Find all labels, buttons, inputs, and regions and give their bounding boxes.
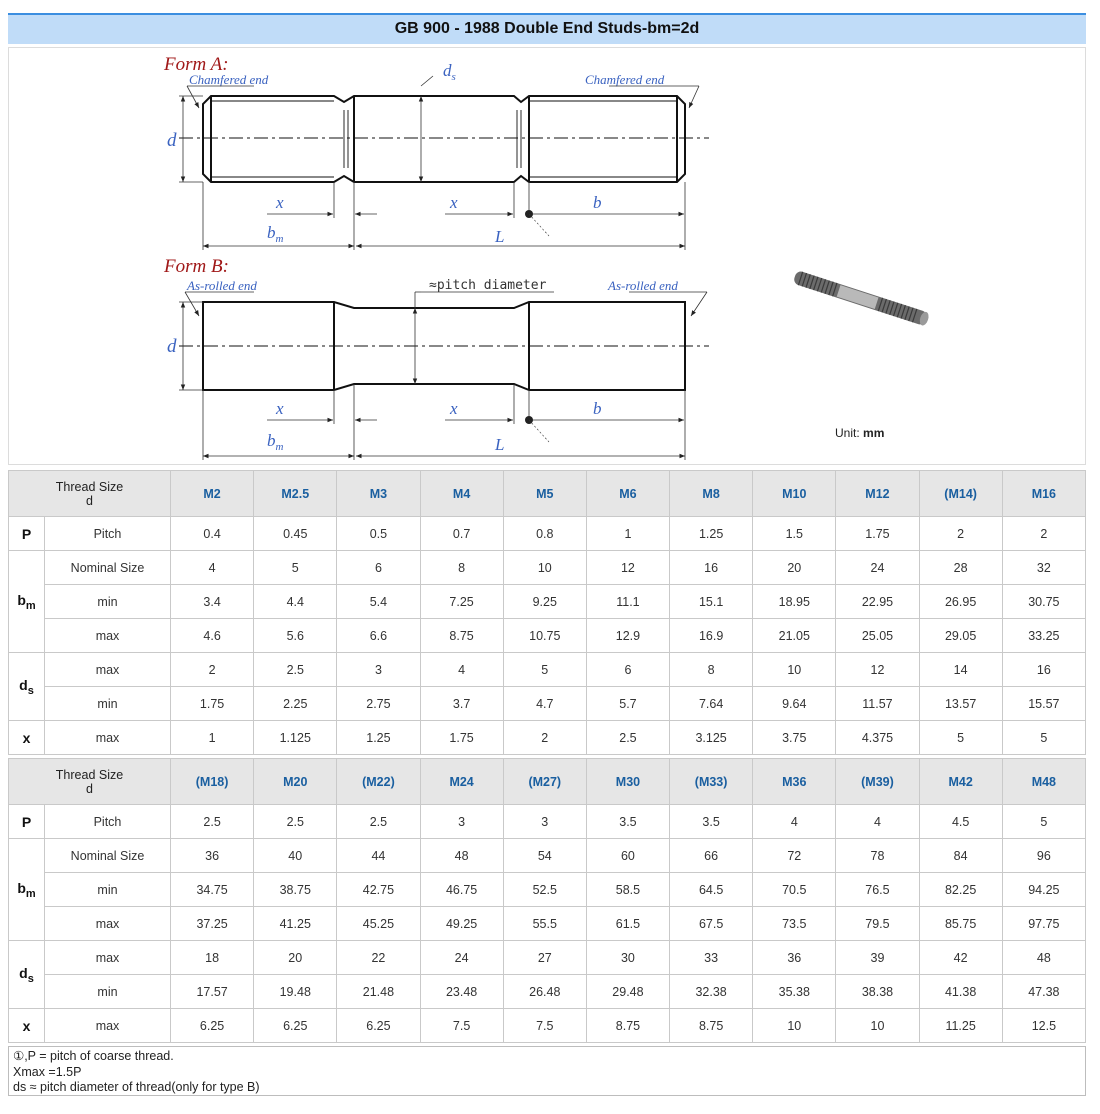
table-cell: 5.7 xyxy=(586,687,669,721)
size-header: M30 xyxy=(586,759,669,805)
ds-min-row xyxy=(9,975,1086,1009)
table-cell: 4.5 xyxy=(919,805,1002,839)
table-cell: 84 xyxy=(919,839,1002,873)
table-cell: 46.75 xyxy=(420,873,503,907)
table-cell: 6.25 xyxy=(337,1009,420,1043)
p-symbol: P xyxy=(9,517,45,551)
d-dimension-label: d xyxy=(167,130,177,151)
table-cell: 5 xyxy=(919,721,1002,755)
table-cell: 54 xyxy=(503,839,586,873)
table-cell: 1.25 xyxy=(337,721,420,755)
b-label-a: b xyxy=(593,193,602,212)
table-cell: 8 xyxy=(420,551,503,585)
bm-label-a: $b_m$ xyxy=(267,223,284,245)
as-rolled-end-left-label: As-rolled end xyxy=(187,278,257,293)
pitch-row xyxy=(9,805,1086,839)
max-label: max xyxy=(45,619,171,653)
footnote-line: ①,P = pitch of coarse thread. xyxy=(13,1049,174,1063)
l-label-a: L xyxy=(495,227,505,246)
table-cell: 32 xyxy=(1002,551,1085,585)
footnotes xyxy=(8,1046,1086,1096)
table-cell: 0.7 xyxy=(420,517,503,551)
table-cell: 11.57 xyxy=(836,687,919,721)
table-cell: 85.75 xyxy=(919,907,1002,941)
table-cell: 18.95 xyxy=(753,585,836,619)
bm-min-row xyxy=(9,873,1086,907)
table-cell: 2.5 xyxy=(586,721,669,755)
nominal-size-label: Nominal Size xyxy=(45,839,171,873)
max-label: max xyxy=(45,907,171,941)
table-cell: 8.75 xyxy=(670,1009,753,1043)
size-header: M20 xyxy=(254,759,337,805)
table-cell: 52.5 xyxy=(503,873,586,907)
bm-nominal-row xyxy=(9,839,1086,873)
table-cell: 42.75 xyxy=(337,873,420,907)
stud-product-image xyxy=(793,270,930,327)
form-a-stud-outline xyxy=(203,96,689,183)
table-cell: 21.48 xyxy=(337,975,420,1009)
ds-symbol: $d_s$ xyxy=(9,941,45,1009)
table-cell: 78 xyxy=(836,839,919,873)
table-cell: 39 xyxy=(836,941,919,975)
spec-table-1 xyxy=(8,470,1086,755)
bm-symbol: $b_m$ xyxy=(9,839,45,941)
bm-label-b: $b_m$ xyxy=(267,431,284,453)
table-cell: 5 xyxy=(254,551,337,585)
table-cell: 16 xyxy=(1002,653,1085,687)
table-cell: 12.9 xyxy=(586,619,669,653)
table-cell: 58.5 xyxy=(586,873,669,907)
table-cell: 15.57 xyxy=(1002,687,1085,721)
table-cell: 2.5 xyxy=(171,805,254,839)
table-cell: 40 xyxy=(254,839,337,873)
table-cell: 29.05 xyxy=(919,619,1002,653)
spec-table-2 xyxy=(8,758,1086,1043)
table-cell: 6 xyxy=(337,551,420,585)
table-cell: 33.25 xyxy=(1002,619,1085,653)
table-cell: 2 xyxy=(1002,517,1085,551)
table-cell: 3.5 xyxy=(586,805,669,839)
bm-max-row xyxy=(9,907,1086,941)
table-cell: 70.5 xyxy=(753,873,836,907)
table-cell: 94.25 xyxy=(1002,873,1085,907)
table-cell: 2.5 xyxy=(337,805,420,839)
table-cell: 76.5 xyxy=(836,873,919,907)
table-cell: 36 xyxy=(753,941,836,975)
nominal-size-label: Nominal Size xyxy=(45,551,171,585)
table-cell: 3.5 xyxy=(670,805,753,839)
drawing-panel xyxy=(8,47,1086,465)
table-cell: 20 xyxy=(753,551,836,585)
table-cell: 67.5 xyxy=(670,907,753,941)
max-label: max xyxy=(45,941,171,975)
size-header: M42 xyxy=(919,759,1002,805)
table-cell: 7.25 xyxy=(420,585,503,619)
table-cell: 1.25 xyxy=(670,517,753,551)
x-symbol: x xyxy=(9,1009,45,1043)
as-rolled-end-right-label: As-rolled end xyxy=(608,278,678,293)
table-cell: 6.25 xyxy=(171,1009,254,1043)
table-cell: 3.125 xyxy=(670,721,753,755)
table-cell: 82.25 xyxy=(919,873,1002,907)
table-cell: 4.6 xyxy=(171,619,254,653)
table-cell: 21.05 xyxy=(753,619,836,653)
table-cell: 5 xyxy=(503,653,586,687)
ds-symbol: $d_s$ xyxy=(9,653,45,721)
table-cell: 1 xyxy=(586,517,669,551)
table-cell: 6.25 xyxy=(254,1009,337,1043)
pitch-diameter-label: ≈pitch diameter xyxy=(429,278,547,293)
min-label: min xyxy=(45,585,171,619)
table-cell: 7.5 xyxy=(503,1009,586,1043)
table-cell: 16 xyxy=(670,551,753,585)
table-cell: 18 xyxy=(171,941,254,975)
size-header: M16 xyxy=(1002,471,1085,517)
table-cell: 2.5 xyxy=(254,805,337,839)
table-cell: 33 xyxy=(670,941,753,975)
page-title: GB 900 - 1988 Double End Studs-bm=2d xyxy=(8,13,1086,44)
size-header: (M39) xyxy=(836,759,919,805)
l-label-b: L xyxy=(495,435,505,454)
size-header: M5 xyxy=(503,471,586,517)
table-cell: 19.48 xyxy=(254,975,337,1009)
table-cell: 4 xyxy=(836,805,919,839)
table-cell: 22.95 xyxy=(836,585,919,619)
table-cell: 5.6 xyxy=(254,619,337,653)
d-dimension-label-b: d xyxy=(167,336,177,357)
table-cell: 3.4 xyxy=(171,585,254,619)
table-cell: 1.75 xyxy=(836,517,919,551)
table-cell: 10 xyxy=(836,1009,919,1043)
x-label-b-left: x xyxy=(276,399,284,418)
table-cell: 64.5 xyxy=(670,873,753,907)
size-header: M10 xyxy=(753,471,836,517)
size-header: M24 xyxy=(420,759,503,805)
footnote-line: Xmax =1.5P xyxy=(13,1064,82,1079)
size-header: M4 xyxy=(420,471,503,517)
table-cell: 47.38 xyxy=(1002,975,1085,1009)
table-cell: 20 xyxy=(254,941,337,975)
max-label: max xyxy=(45,1009,171,1043)
table-cell: 8.75 xyxy=(586,1009,669,1043)
ds-max-row xyxy=(9,653,1086,687)
table-cell: 2.25 xyxy=(254,687,337,721)
table-cell: 48 xyxy=(1002,941,1085,975)
table-cell: 73.5 xyxy=(753,907,836,941)
table-cell: 2.5 xyxy=(254,653,337,687)
table-cell: 79.5 xyxy=(836,907,919,941)
table-cell: 48 xyxy=(420,839,503,873)
table-cell: 26.95 xyxy=(919,585,1002,619)
table-cell: 5 xyxy=(1002,721,1085,755)
table-cell: 1.75 xyxy=(171,687,254,721)
size-header: M3 xyxy=(337,471,420,517)
table-cell: 0.4 xyxy=(171,517,254,551)
size-header: M36 xyxy=(753,759,836,805)
footnote-line: ds ≈ pitch diameter of thread(only for type B) xyxy=(13,1080,260,1094)
thread-size-header: Thread Size d xyxy=(9,471,171,517)
form-b-label: Form B: xyxy=(164,256,229,277)
table-cell: 6.6 xyxy=(337,619,420,653)
thread-size-header: Thread Size d xyxy=(9,759,171,805)
table-cell: 6 xyxy=(586,653,669,687)
table-cell: 29.48 xyxy=(586,975,669,1009)
table-cell: 3 xyxy=(503,805,586,839)
table-cell: 9.64 xyxy=(753,687,836,721)
min-label: min xyxy=(45,687,171,721)
bm-min-row xyxy=(9,585,1086,619)
chamfered-end-left-label: Chamfered end xyxy=(189,72,269,87)
table-cell: 8 xyxy=(670,653,753,687)
x-label-a-mid: x xyxy=(450,193,458,212)
table-cell: 12.5 xyxy=(1002,1009,1085,1043)
table-cell: 32.38 xyxy=(670,975,753,1009)
table-cell: 4 xyxy=(420,653,503,687)
table-cell: 5 xyxy=(1002,805,1085,839)
table-cell: 1.5 xyxy=(753,517,836,551)
bm-symbol: $b_m$ xyxy=(9,551,45,653)
table-cell: 3.75 xyxy=(753,721,836,755)
table-cell: 8.75 xyxy=(420,619,503,653)
unit-label: Unit: mm xyxy=(835,426,885,440)
max-label: max xyxy=(45,721,171,755)
table-cell: 1 xyxy=(171,721,254,755)
size-header: (M14) xyxy=(919,471,1002,517)
table-cell: 24 xyxy=(420,941,503,975)
table-cell: 3.7 xyxy=(420,687,503,721)
table-cell: 41.25 xyxy=(254,907,337,941)
pitch-label: Pitch xyxy=(45,517,171,551)
min-label: min xyxy=(45,873,171,907)
pitch-row xyxy=(9,517,1086,551)
table-cell: 4 xyxy=(171,551,254,585)
thread-size-row xyxy=(9,471,1086,517)
x-max-row xyxy=(9,721,1086,755)
b-label-b: b xyxy=(593,399,602,418)
table-cell: 97.75 xyxy=(1002,907,1085,941)
table-cell: 3 xyxy=(420,805,503,839)
table-cell: 28 xyxy=(919,551,1002,585)
table-cell: 96 xyxy=(1002,839,1085,873)
table-cell: 2 xyxy=(919,517,1002,551)
bm-nominal-row xyxy=(9,551,1086,585)
table-cell: 2 xyxy=(503,721,586,755)
stud-drawing xyxy=(9,48,1085,464)
table-cell: 2 xyxy=(171,653,254,687)
size-header: M8 xyxy=(670,471,753,517)
table-cell: 34.75 xyxy=(171,873,254,907)
table-cell: 3 xyxy=(337,653,420,687)
table-cell: 0.5 xyxy=(337,517,420,551)
table-cell: 11.25 xyxy=(919,1009,1002,1043)
table-cell: 49.25 xyxy=(420,907,503,941)
size-header: (M22) xyxy=(337,759,420,805)
table-cell: 9.25 xyxy=(503,585,586,619)
table-cell: 0.8 xyxy=(503,517,586,551)
table-cell: 2.75 xyxy=(337,687,420,721)
table-cell: 45.25 xyxy=(337,907,420,941)
table-cell: 37.25 xyxy=(171,907,254,941)
table-cell: 36 xyxy=(171,839,254,873)
table-cell: 22 xyxy=(337,941,420,975)
table-cell: 30 xyxy=(586,941,669,975)
table-cell: 11.1 xyxy=(586,585,669,619)
x-symbol: x xyxy=(9,721,45,755)
table-cell: 55.5 xyxy=(503,907,586,941)
pitch-label: Pitch xyxy=(45,805,171,839)
size-header: (M33) xyxy=(670,759,753,805)
table-cell: 4.4 xyxy=(254,585,337,619)
table-cell: 72 xyxy=(753,839,836,873)
table-cell: 27 xyxy=(503,941,586,975)
form-a-label: Form A: xyxy=(164,54,229,75)
table-cell: 7.64 xyxy=(670,687,753,721)
thread-size-row xyxy=(9,759,1086,805)
size-header: (M18) xyxy=(171,759,254,805)
table-cell: 0.45 xyxy=(254,517,337,551)
table-cell: 38.38 xyxy=(836,975,919,1009)
min-label: min xyxy=(45,975,171,1009)
table-cell: 14 xyxy=(919,653,1002,687)
table-cell: 10 xyxy=(503,551,586,585)
p-symbol: P xyxy=(9,805,45,839)
x-label-a-left: x xyxy=(276,193,284,212)
bm-max-row xyxy=(9,619,1086,653)
size-header: (M27) xyxy=(503,759,586,805)
table-cell: 10 xyxy=(753,653,836,687)
table-cell: 4 xyxy=(753,805,836,839)
table-cell: 13.57 xyxy=(919,687,1002,721)
table-cell: 15.1 xyxy=(670,585,753,619)
table-cell: 16.9 xyxy=(670,619,753,653)
table-cell: 35.38 xyxy=(753,975,836,1009)
table-cell: 44 xyxy=(337,839,420,873)
table-cell: 10 xyxy=(753,1009,836,1043)
table-cell: 17.57 xyxy=(171,975,254,1009)
table-cell: 26.48 xyxy=(503,975,586,1009)
table-cell: 30.75 xyxy=(1002,585,1085,619)
table-cell: 25.05 xyxy=(836,619,919,653)
size-header: M2 xyxy=(171,471,254,517)
max-label: max xyxy=(45,653,171,687)
table-cell: 61.5 xyxy=(586,907,669,941)
table-cell: 1.125 xyxy=(254,721,337,755)
ds-max-row xyxy=(9,941,1086,975)
ds-min-row xyxy=(9,687,1086,721)
table-cell: 5.4 xyxy=(337,585,420,619)
table-cell: 42 xyxy=(919,941,1002,975)
size-header: M48 xyxy=(1002,759,1085,805)
x-label-b-mid: x xyxy=(450,399,458,418)
table-cell: 1.75 xyxy=(420,721,503,755)
ds-dimension-label: $d_s$ xyxy=(443,61,456,83)
table-cell: 24 xyxy=(836,551,919,585)
table-cell: 4.375 xyxy=(836,721,919,755)
size-header: M2.5 xyxy=(254,471,337,517)
table-cell: 66 xyxy=(670,839,753,873)
table-cell: 23.48 xyxy=(420,975,503,1009)
size-header: M6 xyxy=(586,471,669,517)
table-cell: 10.75 xyxy=(503,619,586,653)
table-cell: 7.5 xyxy=(420,1009,503,1043)
table-cell: 60 xyxy=(586,839,669,873)
table-cell: 41.38 xyxy=(919,975,1002,1009)
chamfered-end-right-label: Chamfered end xyxy=(585,72,665,87)
size-header: M12 xyxy=(836,471,919,517)
table-cell: 38.75 xyxy=(254,873,337,907)
table-cell: 4.7 xyxy=(503,687,586,721)
table-cell: 12 xyxy=(836,653,919,687)
table-cell: 12 xyxy=(586,551,669,585)
x-max-row xyxy=(9,1009,1086,1043)
